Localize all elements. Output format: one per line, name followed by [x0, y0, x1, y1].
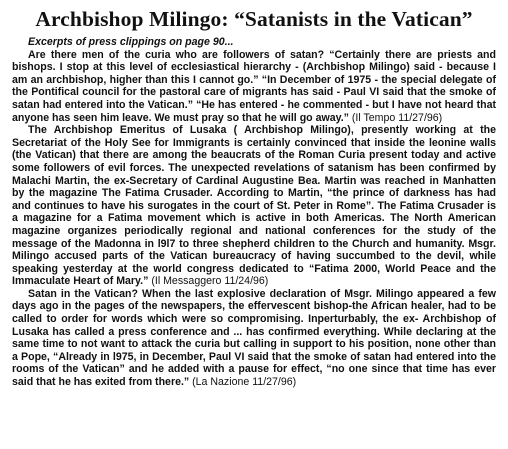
paragraph-3-source: (La Nazione 11/27/96)	[192, 376, 297, 389]
paragraph-2-text: The Archbishop Emeritus of Lusaka ( Archbishop Milingo), presently working at the Secretariat of the Holy See for Immigrants is certainly convinced that inside the leonine walls (the Vatican) that there are among the beaucrats of the Roman Curia present today and active some followers of evil forces. The unexpected revelations of satanism has been confirmed by Malachi Martin, the ex-Secretary of Cardinal Augustine Bea. Martin was reached in Manhatten by the magazine The Fatima Crusader. According to Martin, “the prince of darkness has had and continues to have his surogates in the court of St. Peter in Rome”. The Fatima Crusader is a magazine for a Fatima movement which is active in both Americas. The North American magazine organizes periodically regional and national conferences for the study of the message of the Madonna in l9l7 to three shepherd children to the Church and humanity. Msgr. Milingo accused parts of the Vatican bureaucracy of having succumbed to the devil, while speaking yesterday at the world congress dedicated to “Fatima 2000, World Peace and the Immaculate Heart of Mary.”	[12, 124, 496, 288]
paragraph-1-text: Are there men of the curia who are followers of satan? “Certainly there are priests and bishops. I stop at this level of ecclesiastical hierarchy - (Archbishop Milingo) said - because I am an archbishop, higher than this I cannot go.” “In December of 1975 - the special delegate of the Pontifical council for the pastoral care of migrants has said - Paul VI said that the smoke of satan had entered into the Vatican.” “He has entered - he commented - but I have not heard that anyone has seen him leave. We must pray so that he will go away.”	[12, 48, 496, 124]
paragraph-1	[12, 49, 496, 125]
paragraph-1-source: (Il Tempo 11/27/96)	[351, 111, 443, 124]
paragraph-3	[12, 288, 496, 389]
excerpt-subtitle: Excerpts of press clippings on page 90...	[28, 36, 234, 48]
paragraph-3-text: Satan in the Vatican? When the last explosive declaration of Msgr. Milingo appeared a few days ago in the pages of the newspapers, the effervescent bishop-the African healer, had to be called to order for words which were so compromising. Inperturbably, the ex- Archbishop of Lusaka has called a press conference and ... has confirmed everything. While declaring at the same time to not want to attack the curia but calling in support to his position, none other than a Pope, “Already in l975, in December, Paul VI said that the smoke of satan had entered into the rooms of the Vatican” and he added with a pause for effect, “no one since that time has ever said that he has exited from there.”	[12, 287, 496, 389]
paragraph-2-source: (Il Messaggero 11/24/96)	[151, 275, 269, 288]
paragraph-2	[12, 124, 496, 288]
page-title: Archbishop Milingo: “Satanists in the Vatican”	[35, 7, 473, 31]
